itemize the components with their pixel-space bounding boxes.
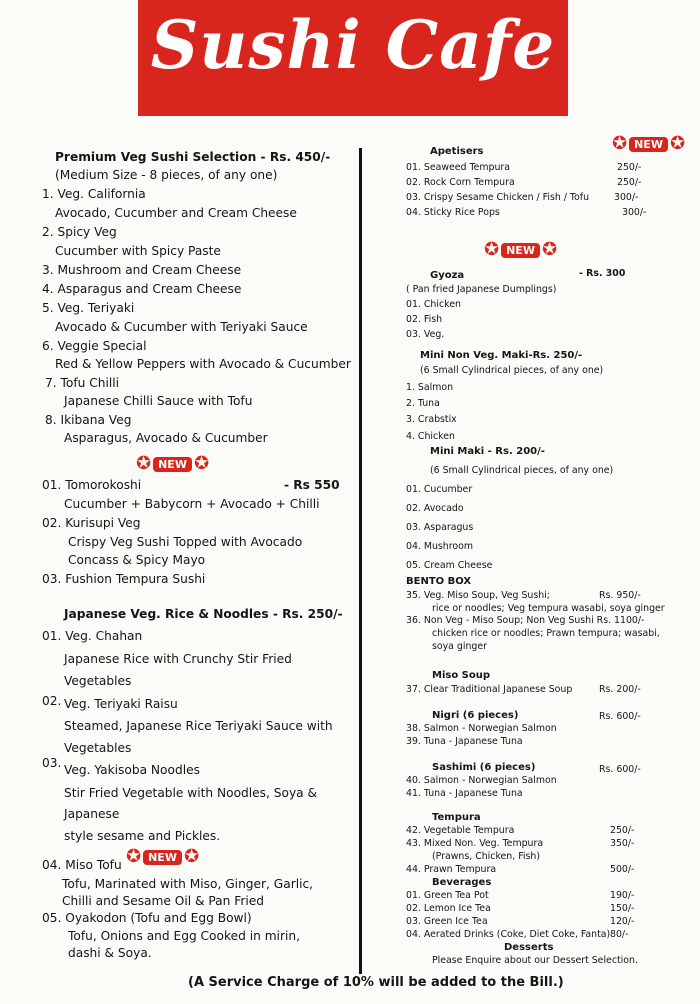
menu-line: 7. Tofu Chilli: [45, 376, 119, 390]
menu-line: Tofu, Marinated with Miso, Ginger, Garlic,: [62, 877, 314, 891]
menu-line: 1. Salmon: [406, 382, 454, 393]
menu-line: 3. Mushroom and Cream Cheese: [42, 263, 242, 277]
menu-line: Japanese Rice with Crunchy Stir Fried: [64, 652, 292, 666]
menu-line: ( Pan fried Japanese Dumplings): [406, 284, 557, 295]
menu-line: style sesame and Pickles.: [64, 829, 221, 843]
menu-line: 01. Chicken: [406, 299, 461, 310]
menu-line: 01. Tomorokoshi: [42, 478, 142, 492]
menu-line: (6 Small Cylindrical pieces, of any one): [420, 365, 604, 376]
menu-line: 2. Spicy Veg: [42, 225, 117, 239]
star-icon: ✪: [136, 453, 152, 474]
menu-line: 02. Rock Corn Tempura: [406, 177, 515, 188]
menu-line: Sashimi (6 pieces): [432, 762, 536, 773]
menu-line: 120/-: [610, 916, 635, 927]
menu-line: Asparagus, Avocado & Cucumber: [64, 431, 268, 445]
menu-line: 01. Cucumber: [406, 484, 473, 495]
menu-line: 42. Vegetable Tempura: [406, 825, 515, 836]
new-badge-label: NEW: [153, 457, 192, 472]
menu-line: Veg. Yakisoba Noodles: [64, 763, 200, 777]
menu-line: Japanese Chilli Sauce with Tofu: [64, 394, 253, 408]
menu-line: 02. Avocado: [406, 503, 464, 514]
menu-line: 80/-: [610, 929, 629, 940]
menu-line: Vegetables: [64, 674, 132, 688]
menu-line: 02. Fish: [406, 314, 443, 325]
menu-line: Cucumber + Babycorn + Avocado + Chilli: [64, 497, 320, 511]
menu-line: 02.: [42, 694, 62, 708]
menu-line: Desserts: [504, 942, 554, 953]
menu-line: Japanese: [64, 807, 120, 821]
new-badge-label: NEW: [143, 850, 182, 865]
menu-line: Beverages: [432, 877, 492, 888]
menu-line: Rs. 950/-: [599, 590, 641, 601]
star-icon: ✪: [541, 239, 558, 260]
menu-line: Tofu, Onions and Egg Cooked in mirin,: [68, 929, 300, 943]
menu-line: - Rs. 300: [579, 268, 626, 279]
menu-line: Crispy Veg Sushi Topped with Avocado: [68, 535, 303, 549]
menu-line: 4. Chicken: [406, 431, 455, 442]
menu-line: 04. Aerated Drinks (Coke, Diet Coke, Fanta): [406, 929, 611, 940]
menu-line: Tempura: [432, 812, 481, 823]
new-badge: [136, 455, 209, 473]
service-charge-note: (A Service Charge of 10% will be added to the Bill.): [188, 975, 564, 990]
menu-line: 41. Tuna - Japanese Tuna: [406, 788, 523, 799]
star-icon: ✪: [669, 133, 686, 154]
menu-line: Red & Yellow Peppers with Avocado & Cucumber: [55, 357, 351, 371]
menu-line: 04. Mushroom: [406, 541, 473, 552]
menu-line: chicken rice or noodles; Prawn tempura; wasabi,: [432, 628, 660, 639]
menu-line: Mini Maki - Rs. 200/-: [430, 446, 545, 457]
menu-line: BENTO BOX: [406, 576, 472, 587]
menu-line: Cucumber with Spicy Paste: [55, 244, 221, 258]
menu-line: 300/-: [622, 207, 647, 218]
menu-line: Mini Non Veg. Maki-Rs. 250/-: [420, 350, 583, 361]
menu-line: 03. Crispy Sesame Chicken / Fish / Tofu: [406, 192, 590, 203]
menu-line: 05. Cream Cheese: [406, 560, 493, 571]
menu-line: 8. Ikibana Veg: [45, 413, 132, 427]
new-badge: [126, 848, 199, 866]
menu-line: Chilli and Sesame Oil & Pan Fried: [62, 894, 264, 908]
menu-line: (Medium Size - 8 pieces, of any one): [55, 168, 278, 182]
menu-line: 04. Sticky Rice Pops: [406, 207, 500, 218]
menu-line: Vegetables: [64, 741, 132, 755]
menu-line: 01. Seaweed Tempura: [406, 162, 511, 173]
menu-line: (Prawns, Chicken, Fish): [432, 851, 541, 862]
menu-line: 05. Oyakodon (Tofu and Egg Bowl): [42, 911, 252, 925]
star-icon: ✪: [183, 846, 200, 867]
menu-line: 4. Asparagus and Cream Cheese: [42, 282, 242, 296]
new-badge: [612, 135, 685, 153]
menu-line: 01. Veg. Chahan: [42, 629, 143, 643]
menu-line: 250/-: [617, 177, 642, 188]
menu-line: 500/-: [610, 864, 635, 875]
menu-line: 43. Mixed Non. Veg. Tempura: [406, 838, 544, 849]
menu-line: Stir Fried Vegetable with Noodles, Soya &: [64, 786, 318, 800]
menu-line: Miso Soup: [432, 670, 491, 681]
menu-line: Nigri (6 pieces): [432, 710, 519, 721]
menu-line: (6 Small Cylindrical pieces, of any one): [430, 465, 614, 476]
menu-line: Apetisers: [430, 146, 484, 157]
star-icon: ✪: [484, 239, 500, 260]
menu-line: 150/-: [610, 903, 635, 914]
menu-line: 2. Tuna: [406, 398, 440, 409]
menu-line: 250/-: [617, 162, 642, 173]
menu-line: 03. Veg.: [406, 329, 445, 340]
column-divider: [359, 148, 362, 974]
menu-line: soya ginger: [432, 641, 487, 652]
menu-line: 04. Miso Tofu: [42, 858, 122, 872]
menu-line: 02. Lemon Ice Tea: [406, 903, 491, 914]
menu-line: dashi & Soya.: [68, 946, 152, 960]
menu-line: 44. Prawn Tempura: [406, 864, 497, 875]
menu-line: 300/-: [614, 192, 639, 203]
menu-line: 35. Veg. Miso Soup, Veg Sushi;: [406, 590, 550, 601]
menu-line: 38. Salmon - Norwegian Salmon: [406, 723, 557, 734]
menu-line: 36. Non Veg - Miso Soup; Non Veg Sushi Rs. 1100/-: [406, 615, 645, 626]
menu-line: Rs. 600/-: [599, 764, 641, 775]
menu-line: 03. Asparagus: [406, 522, 474, 533]
menu-line: 03.: [42, 756, 62, 770]
menu-line: 02. Kurisupi Veg: [42, 516, 141, 530]
menu-line: 1. Veg. California: [42, 187, 146, 201]
menu-line: - Rs 550: [284, 478, 340, 492]
menu-line: 6. Veggie Special: [42, 339, 147, 353]
menu-line: Avocado & Cucumber with Teriyaki Sauce: [55, 320, 308, 334]
menu-line: Gyoza: [430, 270, 465, 281]
menu-line: Rs. 200/-: [599, 684, 641, 695]
menu-line: Steamed, Japanese Rice Teriyaki Sauce with: [64, 719, 333, 733]
menu-line: Avocado, Cucumber and Cream Cheese: [55, 206, 297, 220]
star-icon: ✪: [612, 133, 628, 154]
new-badge: [484, 241, 557, 259]
menu-line: Veg. Teriyaki Raisu: [64, 697, 178, 711]
page-title: Sushi Cafe: [150, 6, 556, 84]
menu-line: rice or noodles; Veg tempura wasabi, soya ginger: [432, 603, 665, 614]
star-icon: ✪: [126, 846, 142, 867]
menu-line: Japanese Veg. Rice & Noodles - Rs. 250/-: [64, 607, 343, 621]
menu-line: 190/-: [610, 890, 635, 901]
header-banner: [138, 0, 568, 116]
menu-line: Please Enquire about our Dessert Selection.: [432, 955, 638, 966]
menu-line: 3. Crabstix: [406, 414, 457, 425]
menu-line: 39. Tuna - Japanese Tuna: [406, 736, 523, 747]
menu-line: Concass & Spicy Mayo: [68, 553, 206, 567]
menu-line: 40. Salmon - Norwegian Salmon: [406, 775, 557, 786]
menu-line: 37. Clear Traditional Japanese Soup: [406, 684, 573, 695]
new-badge-label: NEW: [629, 137, 668, 152]
new-badge-label: NEW: [501, 243, 540, 258]
menu-line: 250/-: [610, 825, 635, 836]
star-icon: ✪: [193, 453, 210, 474]
menu-line: Rs. 600/-: [599, 711, 641, 722]
menu-line: 5. Veg. Teriyaki: [42, 301, 135, 315]
menu-line: 03. Green Ice Tea: [406, 916, 488, 927]
menu-line: 01. Green Tea Pot: [406, 890, 489, 901]
menu-line: Premium Veg Sushi Selection - Rs. 450/-: [55, 150, 331, 164]
menu-line: 350/-: [610, 838, 635, 849]
menu-line: 03. Fushion Tempura Sushi: [42, 572, 206, 586]
